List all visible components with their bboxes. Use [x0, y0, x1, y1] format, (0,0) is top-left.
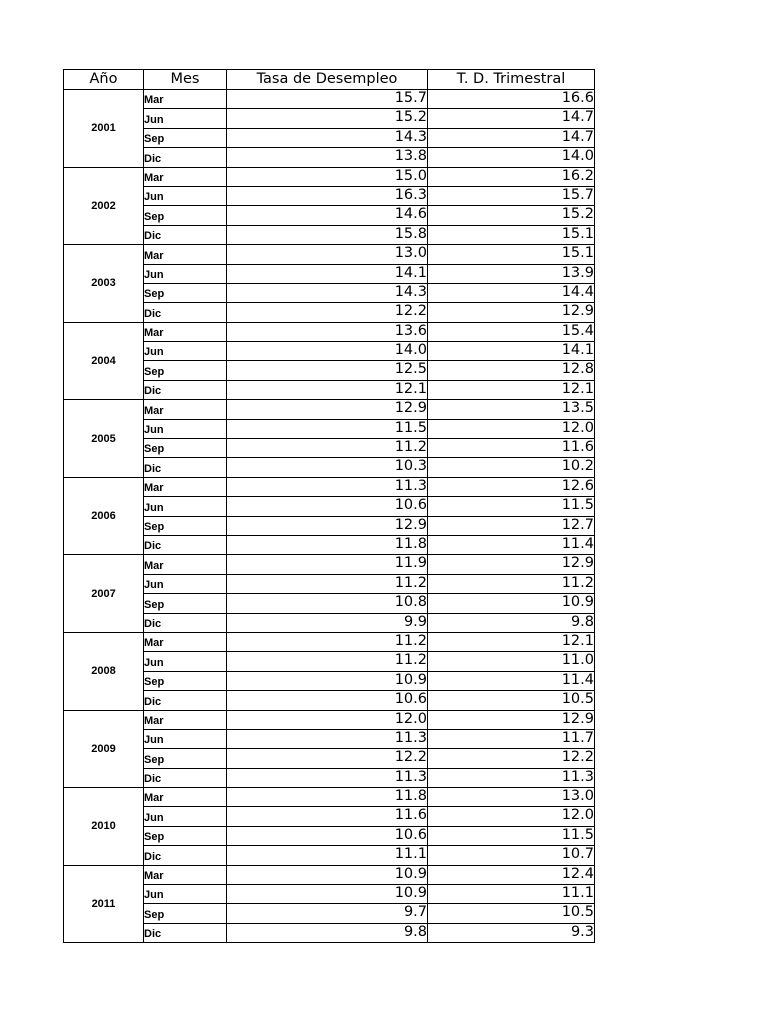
quarterly-cell: 15.2 — [428, 206, 595, 225]
month-cell: Sep — [144, 749, 227, 768]
table-row — [64, 826, 595, 845]
table-row — [64, 535, 595, 554]
month-cell: Sep — [144, 361, 227, 380]
rate-cell: 10.9 — [227, 865, 428, 884]
quarterly-cell: 10.9 — [428, 594, 595, 613]
rate-cell: 11.1 — [227, 846, 428, 865]
year-cell: 2003 — [64, 245, 144, 323]
quarterly-cell: 11.5 — [428, 497, 595, 516]
table-row — [64, 225, 595, 244]
month-cell: Jun — [144, 574, 227, 593]
table-row — [64, 555, 595, 574]
table-row — [64, 729, 595, 748]
rate-cell: 14.3 — [227, 283, 428, 302]
table-row — [64, 90, 595, 109]
rate-cell: 15.7 — [227, 90, 428, 109]
month-cell: Sep — [144, 594, 227, 613]
table-row — [64, 186, 595, 205]
quarterly-cell: 15.4 — [428, 322, 595, 341]
month-cell: Jun — [144, 729, 227, 748]
table-row — [64, 400, 595, 419]
rate-cell: 10.6 — [227, 691, 428, 710]
table-row — [64, 439, 595, 458]
table-row — [64, 361, 595, 380]
month-cell: Dic — [144, 768, 227, 787]
quarterly-cell: 14.0 — [428, 148, 595, 167]
year-cell: 2004 — [64, 322, 144, 400]
quarterly-cell: 15.1 — [428, 225, 595, 244]
month-cell: Sep — [144, 283, 227, 302]
table-row — [64, 613, 595, 632]
month-cell: Dic — [144, 148, 227, 167]
month-cell: Sep — [144, 826, 227, 845]
table-row — [64, 865, 595, 884]
rate-cell: 9.7 — [227, 904, 428, 923]
header-year: Año — [64, 70, 144, 90]
year-cell: 2005 — [64, 400, 144, 478]
quarterly-cell: 10.2 — [428, 458, 595, 477]
rate-cell: 11.5 — [227, 419, 428, 438]
table-row — [64, 749, 595, 768]
quarterly-cell: 11.5 — [428, 826, 595, 845]
quarterly-cell: 14.7 — [428, 109, 595, 128]
table-row — [64, 846, 595, 865]
rate-cell: 15.2 — [227, 109, 428, 128]
table-row — [64, 574, 595, 593]
quarterly-cell: 14.1 — [428, 342, 595, 361]
rate-cell: 13.8 — [227, 148, 428, 167]
month-cell: Sep — [144, 671, 227, 690]
table-row — [64, 283, 595, 302]
table-row — [64, 788, 595, 807]
table-row — [64, 710, 595, 729]
rate-cell: 13.6 — [227, 322, 428, 341]
month-cell: Jun — [144, 186, 227, 205]
table-row — [64, 148, 595, 167]
rate-cell: 12.2 — [227, 303, 428, 322]
quarterly-cell: 9.3 — [428, 923, 595, 942]
header-quarterly: T. D. Trimestral — [428, 70, 595, 90]
rate-cell: 14.3 — [227, 128, 428, 147]
header-rate: Tasa de Desempleo — [227, 70, 428, 90]
quarterly-cell: 16.2 — [428, 167, 595, 186]
rate-cell: 11.2 — [227, 439, 428, 458]
rate-cell: 12.0 — [227, 710, 428, 729]
month-cell: Mar — [144, 477, 227, 496]
month-cell: Sep — [144, 516, 227, 535]
month-cell: Mar — [144, 400, 227, 419]
quarterly-cell: 12.2 — [428, 749, 595, 768]
rate-cell: 12.2 — [227, 749, 428, 768]
table-row — [64, 303, 595, 322]
rate-cell: 11.2 — [227, 652, 428, 671]
rate-cell: 16.3 — [227, 186, 428, 205]
quarterly-cell: 11.6 — [428, 439, 595, 458]
quarterly-cell: 10.7 — [428, 846, 595, 865]
table-row — [64, 652, 595, 671]
rate-cell: 14.6 — [227, 206, 428, 225]
quarterly-cell: 10.5 — [428, 904, 595, 923]
rate-cell: 11.6 — [227, 807, 428, 826]
quarterly-cell: 12.4 — [428, 865, 595, 884]
table-row — [64, 768, 595, 787]
quarterly-cell: 14.4 — [428, 283, 595, 302]
year-cell: 2001 — [64, 90, 144, 168]
rate-cell: 11.3 — [227, 768, 428, 787]
rate-cell: 9.8 — [227, 923, 428, 942]
rate-cell: 11.8 — [227, 535, 428, 554]
quarterly-cell: 11.1 — [428, 885, 595, 904]
month-cell: Jun — [144, 497, 227, 516]
unemployment-table — [63, 69, 595, 943]
month-cell: Jun — [144, 419, 227, 438]
table-row — [64, 632, 595, 651]
rate-cell: 11.3 — [227, 477, 428, 496]
month-cell: Dic — [144, 380, 227, 399]
rate-cell: 10.9 — [227, 671, 428, 690]
quarterly-cell: 11.4 — [428, 535, 595, 554]
month-cell: Mar — [144, 788, 227, 807]
quarterly-cell: 12.9 — [428, 710, 595, 729]
header-row — [64, 70, 595, 90]
rate-cell: 11.2 — [227, 574, 428, 593]
quarterly-cell: 12.1 — [428, 632, 595, 651]
quarterly-cell: 15.1 — [428, 245, 595, 264]
quarterly-cell: 10.5 — [428, 691, 595, 710]
year-cell: 2009 — [64, 710, 144, 788]
quarterly-cell: 12.6 — [428, 477, 595, 496]
rate-cell: 15.0 — [227, 167, 428, 186]
header-month: Mes — [144, 70, 227, 90]
month-cell: Dic — [144, 846, 227, 865]
rate-cell: 11.9 — [227, 555, 428, 574]
quarterly-cell: 11.3 — [428, 768, 595, 787]
rate-cell: 9.9 — [227, 613, 428, 632]
month-cell: Dic — [144, 225, 227, 244]
table-row — [64, 807, 595, 826]
table-row — [64, 419, 595, 438]
month-cell: Sep — [144, 904, 227, 923]
year-cell: 2011 — [64, 865, 144, 943]
year-cell: 2008 — [64, 632, 144, 710]
table-row — [64, 322, 595, 341]
table-row — [64, 109, 595, 128]
month-cell: Jun — [144, 885, 227, 904]
rate-cell: 12.9 — [227, 400, 428, 419]
month-cell: Dic — [144, 303, 227, 322]
rate-cell: 14.0 — [227, 342, 428, 361]
table-row — [64, 477, 595, 496]
table-row — [64, 380, 595, 399]
month-cell: Dic — [144, 613, 227, 632]
rate-cell: 11.8 — [227, 788, 428, 807]
table-row — [64, 206, 595, 225]
table-body — [64, 90, 595, 943]
quarterly-cell: 13.0 — [428, 788, 595, 807]
month-cell: Jun — [144, 652, 227, 671]
table-row — [64, 497, 595, 516]
table-row — [64, 594, 595, 613]
month-cell: Dic — [144, 691, 227, 710]
rate-cell: 10.6 — [227, 497, 428, 516]
rate-cell: 10.8 — [227, 594, 428, 613]
month-cell: Mar — [144, 322, 227, 341]
table-row — [64, 167, 595, 186]
quarterly-cell: 9.8 — [428, 613, 595, 632]
quarterly-cell: 12.0 — [428, 807, 595, 826]
year-cell: 2010 — [64, 788, 144, 866]
table-row — [64, 904, 595, 923]
month-cell: Mar — [144, 167, 227, 186]
year-cell: 2007 — [64, 555, 144, 633]
table-row — [64, 923, 595, 942]
month-cell: Dic — [144, 923, 227, 942]
rate-cell: 11.2 — [227, 632, 428, 651]
rate-cell: 15.8 — [227, 225, 428, 244]
table-row — [64, 458, 595, 477]
quarterly-cell: 11.7 — [428, 729, 595, 748]
table-row — [64, 342, 595, 361]
quarterly-cell: 13.5 — [428, 400, 595, 419]
month-cell: Sep — [144, 439, 227, 458]
rate-cell: 10.6 — [227, 826, 428, 845]
month-cell: Jun — [144, 807, 227, 826]
month-cell: Sep — [144, 206, 227, 225]
rate-cell: 12.9 — [227, 516, 428, 535]
table-row — [64, 885, 595, 904]
quarterly-cell: 12.1 — [428, 380, 595, 399]
table-row — [64, 671, 595, 690]
month-cell: Mar — [144, 555, 227, 574]
rate-cell: 10.3 — [227, 458, 428, 477]
quarterly-cell: 13.9 — [428, 264, 595, 283]
quarterly-cell: 14.7 — [428, 128, 595, 147]
quarterly-cell: 16.6 — [428, 90, 595, 109]
month-cell: Sep — [144, 128, 227, 147]
quarterly-cell: 15.7 — [428, 186, 595, 205]
year-cell: 2006 — [64, 477, 144, 555]
quarterly-cell: 11.2 — [428, 574, 595, 593]
quarterly-cell: 11.4 — [428, 671, 595, 690]
month-cell: Mar — [144, 632, 227, 651]
rate-cell: 13.0 — [227, 245, 428, 264]
month-cell: Dic — [144, 458, 227, 477]
month-cell: Jun — [144, 342, 227, 361]
table-row — [64, 245, 595, 264]
month-cell: Mar — [144, 90, 227, 109]
month-cell: Mar — [144, 710, 227, 729]
quarterly-cell: 11.0 — [428, 652, 595, 671]
table-row — [64, 516, 595, 535]
quarterly-cell: 12.9 — [428, 555, 595, 574]
quarterly-cell: 12.9 — [428, 303, 595, 322]
quarterly-cell: 12.0 — [428, 419, 595, 438]
rate-cell: 12.1 — [227, 380, 428, 399]
month-cell: Mar — [144, 865, 227, 884]
month-cell: Jun — [144, 109, 227, 128]
table-row — [64, 264, 595, 283]
rate-cell: 11.3 — [227, 729, 428, 748]
table-row — [64, 128, 595, 147]
rate-cell: 14.1 — [227, 264, 428, 283]
quarterly-cell: 12.8 — [428, 361, 595, 380]
month-cell: Dic — [144, 535, 227, 554]
month-cell: Jun — [144, 264, 227, 283]
month-cell: Mar — [144, 245, 227, 264]
year-cell: 2002 — [64, 167, 144, 245]
rate-cell: 12.5 — [227, 361, 428, 380]
table-row — [64, 691, 595, 710]
quarterly-cell: 12.7 — [428, 516, 595, 535]
rate-cell: 10.9 — [227, 885, 428, 904]
